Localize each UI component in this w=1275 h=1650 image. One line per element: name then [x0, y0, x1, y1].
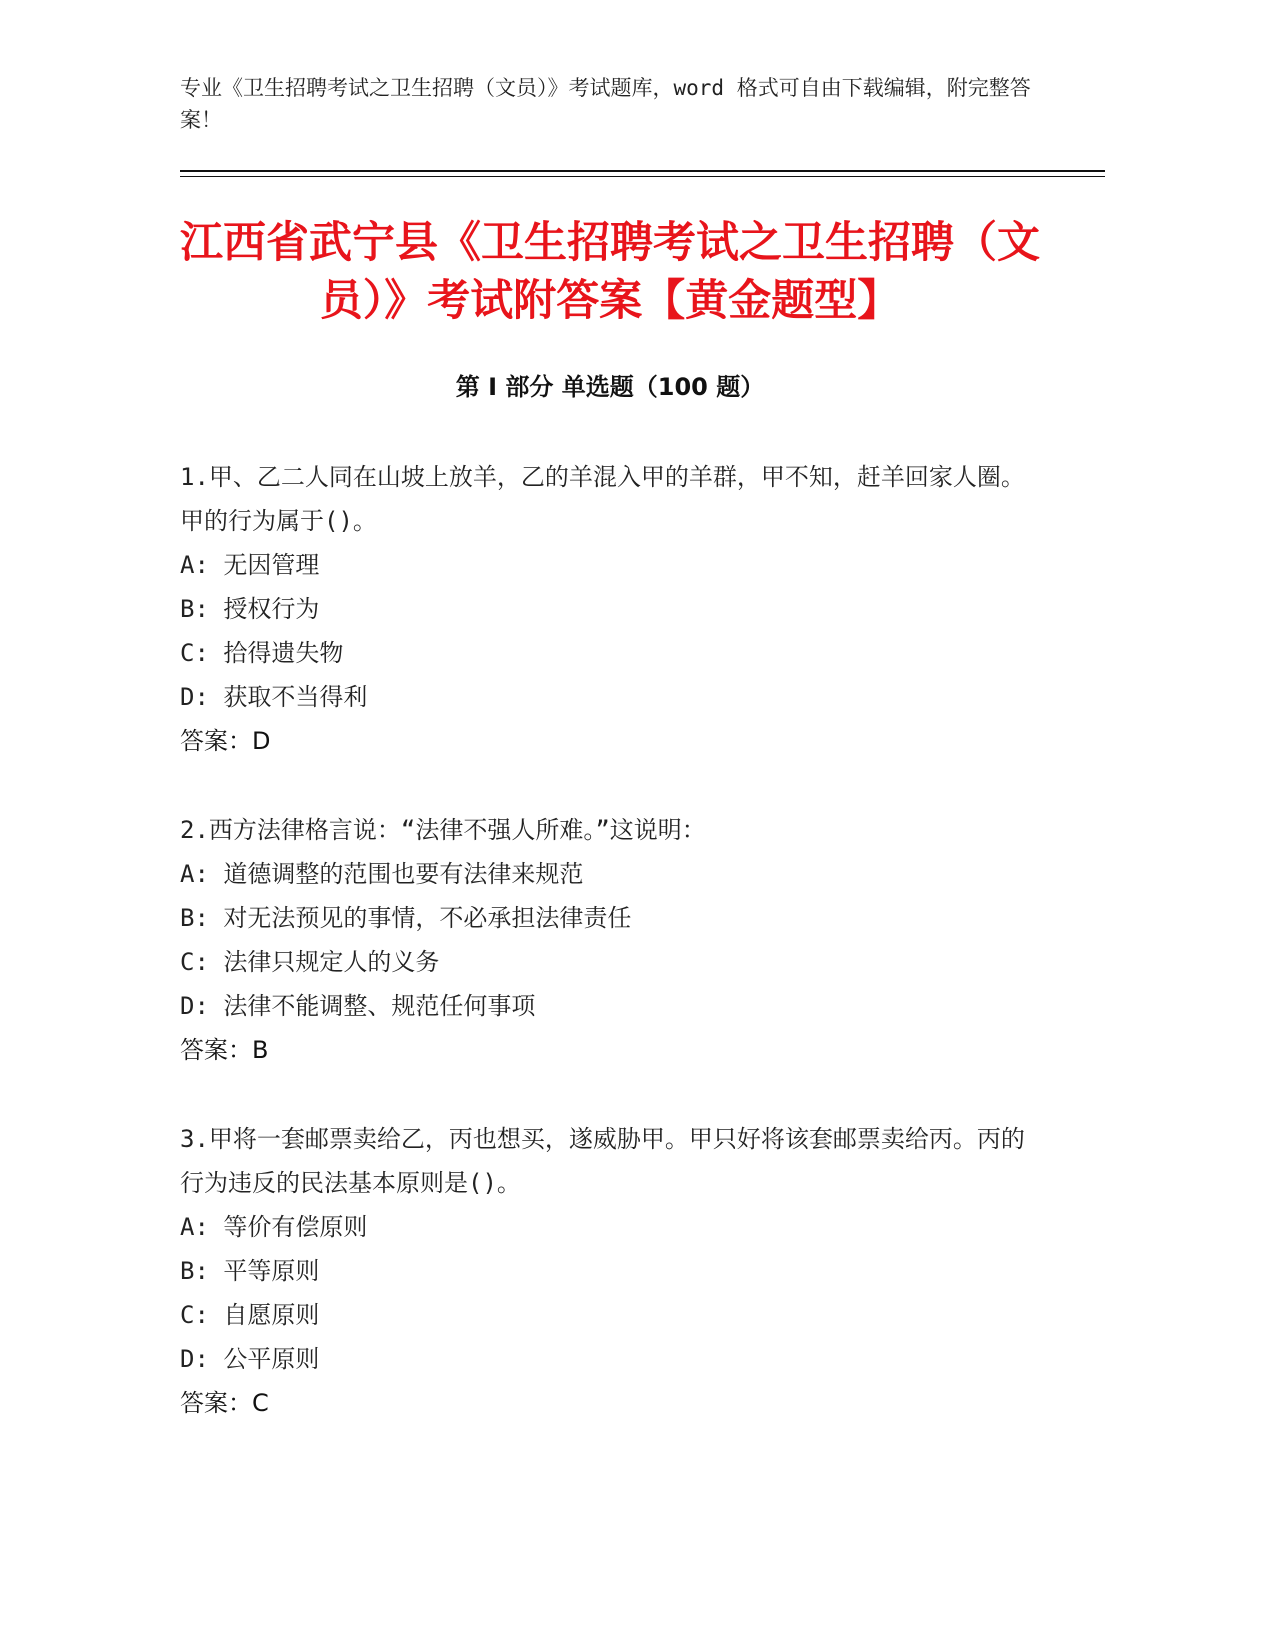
document-title: 江西省武宁县《卫生招聘考试之卫生招聘（文员）》考试附答案【黄金题型】 [180, 218, 1040, 326]
question-stem: 2.西方法律格言说：“法律不强人所难。”这说明： [180, 816, 706, 844]
answer: 答案：C [180, 1389, 269, 1417]
question-stem: 1.甲、乙二人同在山坡上放羊，乙的羊混入甲的羊群，甲不知，赶羊回家人圈。甲的行为属于()。 [180, 463, 1025, 535]
option-d: D: 法律不能调整、规范任何事项 [180, 992, 536, 1020]
header-note: 专业《卫生招聘考试之卫生招聘（文员）》考试题库，word 格式可自由下载编辑，附完整答案！ [180, 76, 1031, 132]
question-2 [180, 808, 1040, 1072]
answer: 答案：D [180, 727, 271, 755]
option-c: C: 拾得遗失物 [180, 639, 344, 667]
question-1 [180, 455, 1040, 763]
option-b: B: 平等原则 [180, 1257, 320, 1285]
question-stem: 3.甲将一套邮票卖给乙，丙也想买，遂威胁甲。甲只好将该套邮票卖给丙。丙的行为违反的民法基本原则是()。 [180, 1125, 1025, 1197]
section-heading: 第 I 部分 单选题（100 题） [455, 373, 765, 401]
option-c: C: 法律只规定人的义务 [180, 948, 440, 976]
question-3 [180, 1117, 1040, 1425]
option-a: A: 道德调整的范围也要有法律来规范 [180, 860, 584, 888]
question-list [180, 455, 1040, 1470]
header-divider-thin [180, 176, 1105, 177]
option-d: D: 获取不当得利 [180, 683, 368, 711]
option-a: A: 无因管理 [180, 551, 320, 579]
option-b: B: 授权行为 [180, 595, 320, 623]
option-d: D: 公平原则 [180, 1345, 320, 1373]
header-divider-thick [180, 170, 1105, 172]
option-b: B: 对无法预见的事情，不必承担法律责任 [180, 904, 632, 932]
option-c: C: 自愿原则 [180, 1301, 320, 1329]
answer: 答案：B [180, 1036, 269, 1064]
option-a: A: 等价有偿原则 [180, 1213, 368, 1241]
